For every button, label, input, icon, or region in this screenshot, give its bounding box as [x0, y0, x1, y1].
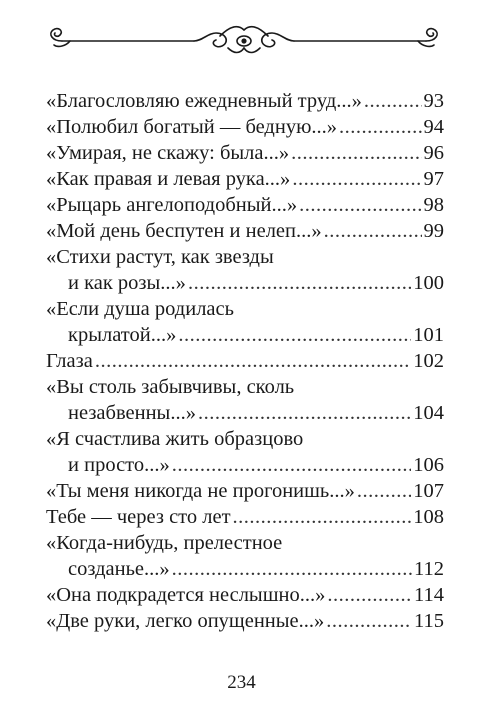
toc-title: «Две руки, легко опущенные...»	[46, 610, 325, 632]
dot-leader	[292, 166, 421, 192]
dot-leader	[95, 348, 411, 374]
toc-title: и просто...»	[68, 454, 170, 476]
toc-line	[46, 608, 444, 634]
toc-entry	[46, 426, 444, 478]
toc-page-number: 96	[423, 142, 444, 164]
dot-leader	[198, 400, 411, 426]
toc-entry	[46, 530, 444, 582]
toc-entry	[46, 504, 444, 530]
toc-title: созданье...»	[68, 558, 170, 580]
toc-title: «Вы столь забывчивы, сколь	[46, 376, 295, 398]
toc-title: «Мой день беспутен и нелеп...»	[46, 220, 322, 242]
toc-page-number: 114	[414, 584, 444, 606]
toc-title: «Стихи растут, как звезды	[46, 246, 274, 268]
toc-line	[46, 530, 444, 556]
toc-line	[46, 192, 444, 218]
toc-line	[46, 400, 444, 426]
toc-title: «Полюбил богатый — бедную...»	[46, 116, 338, 138]
toc-title: «Благословляю ежедневный труд...»	[46, 90, 362, 112]
toc-entry	[46, 114, 444, 140]
toc-line	[46, 582, 444, 608]
toc-line	[46, 452, 444, 478]
toc-entry	[46, 608, 444, 634]
toc-page-number: 94	[423, 116, 444, 138]
toc-page-number: 98	[423, 194, 444, 216]
dot-leader	[188, 270, 411, 296]
toc-line	[46, 88, 444, 114]
toc-line	[46, 478, 444, 504]
toc-line	[46, 504, 444, 530]
dot-leader	[326, 608, 412, 634]
toc-entry	[46, 478, 444, 504]
toc-page-number: 115	[414, 610, 444, 632]
toc-entry	[46, 244, 444, 296]
scroll-flourish-divider-icon	[44, 18, 444, 60]
dot-leader	[233, 504, 412, 530]
toc-title: Тебе — через сто лет	[46, 506, 231, 528]
toc-page-number: 99	[423, 220, 444, 242]
toc-entry	[46, 192, 444, 218]
toc-line	[46, 244, 444, 270]
toc-page-number: 112	[414, 558, 444, 580]
toc-page-number: 97	[423, 168, 444, 190]
toc-page-number: 106	[413, 454, 444, 476]
dot-leader	[291, 140, 421, 166]
toc-entry	[46, 140, 444, 166]
toc-entry	[46, 374, 444, 426]
dot-leader	[299, 192, 421, 218]
page-number: 234	[227, 672, 256, 693]
toc-page-number: 107	[413, 480, 444, 502]
toc-title: «Она подкрадется неслышно...»	[46, 584, 326, 606]
toc-line	[46, 348, 444, 374]
toc-title: «Рыцарь ангелоподобный...»	[46, 194, 298, 216]
dot-leader	[339, 114, 421, 140]
toc-line	[46, 426, 444, 452]
toc-title: «Умирая, не скажу: была...»	[46, 142, 290, 164]
toc-line	[46, 114, 444, 140]
dot-leader	[178, 322, 411, 348]
toc-page-number: 100	[413, 272, 444, 294]
toc-entry	[46, 88, 444, 114]
toc-page-number: 104	[413, 402, 444, 424]
dot-leader	[327, 582, 412, 608]
toc-entry	[46, 296, 444, 348]
toc-title: «Я счастлива жить образцово	[46, 428, 304, 450]
toc-line	[46, 322, 444, 348]
dot-leader	[172, 556, 412, 582]
toc-title: незабвенны...»	[68, 402, 196, 424]
toc-title: «Когда-нибудь, прелестное	[46, 532, 283, 554]
toc-page-number: 102	[413, 350, 444, 372]
toc-page-number: 93	[423, 90, 444, 112]
toc-line	[46, 374, 444, 400]
toc-entry	[46, 218, 444, 244]
toc-line	[46, 140, 444, 166]
toc-entry	[46, 582, 444, 608]
dot-leader	[324, 218, 422, 244]
toc-entry	[46, 348, 444, 374]
toc-line	[46, 556, 444, 582]
toc-page-number: 101	[413, 324, 444, 346]
dot-leader	[364, 88, 422, 114]
toc-title: «Ты меня никогда не прогонишь...»	[46, 480, 355, 502]
toc-title: «Как правая и левая рука...»	[46, 168, 291, 190]
toc-page-number: 108	[413, 506, 444, 528]
table-of-contents	[46, 88, 444, 634]
toc-line	[46, 270, 444, 296]
toc-line	[46, 166, 444, 192]
toc-line	[46, 296, 444, 322]
toc-title: крылатой...»	[68, 324, 177, 346]
toc-title: «Если душа родилась	[46, 298, 234, 320]
dot-leader	[357, 478, 411, 504]
toc-title: и как розы...»	[68, 272, 186, 294]
dot-leader	[172, 452, 412, 478]
toc-line	[46, 218, 444, 244]
toc-entry	[46, 166, 444, 192]
toc-title: Глаза	[46, 350, 93, 372]
